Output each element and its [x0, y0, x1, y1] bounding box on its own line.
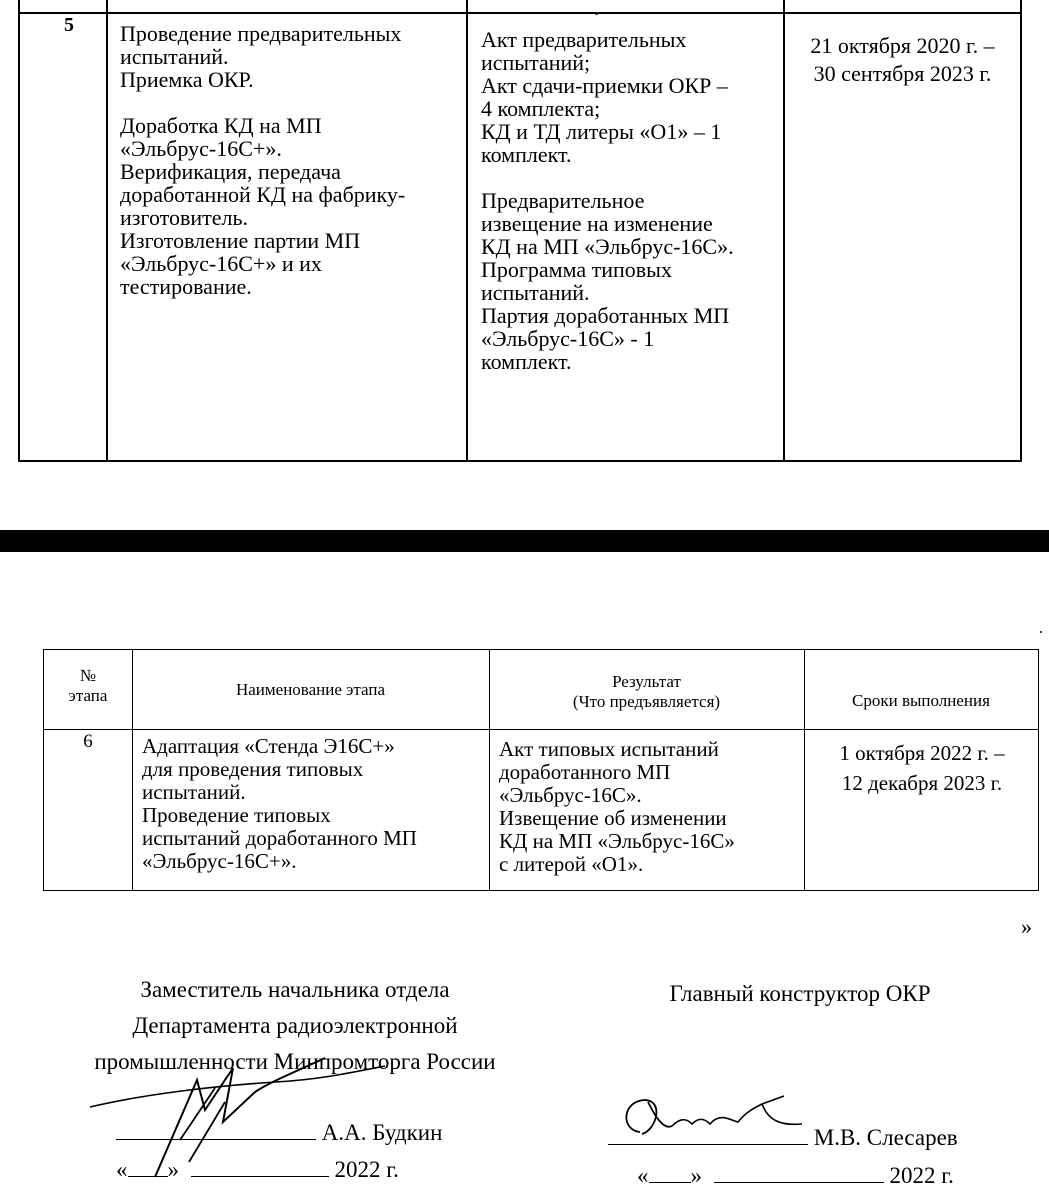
left-date-year: 2022 г. — [334, 1157, 399, 1182]
stage6-result: Акт типовых испытаний доработанного МП «Эльбрус-16С». Извещение об изменении КД на МП «Эльбрус-16С» с литерой «О1». — [499, 737, 735, 876]
right-date-year: 2022 г. — [889, 1163, 954, 1188]
stage5-table — [18, 0, 1022, 462]
header-separator — [44, 729, 1038, 730]
right-signature-line — [608, 1122, 958, 1151]
signature-blank — [608, 1122, 808, 1145]
stage5-name: Проведение предварительных испытаний. Приемка ОКР. Доработка КД на МП «Эльбрус-16С+». Верификация, передача доработанной КД на фабрику- изготовитель. Изготовление партии МП «Эльбрус-16С+» и их тестирование. — [120, 21, 406, 299]
stage6-dates: 1 октября 2022 г. – 12 декабря 2023 г. — [839, 741, 1005, 795]
day-blank — [128, 1154, 168, 1177]
page-divider — [0, 530, 1049, 552]
day-blank — [649, 1160, 691, 1183]
header-stage-name: Наименование этапа — [235, 680, 386, 699]
stage6-table — [43, 649, 1039, 891]
stage6-number: 6 — [83, 731, 93, 752]
stage6-name: Адаптация «Стенда Э16С+» для проведения типовых испытаний. Проведение типовых испытаний доработанного МП «Эльбрус-16С+». — [142, 734, 417, 873]
stage5-result: Акт предварительных испытаний; Акт сдачи-приемки ОКР – 4 комплекта; КД и ТД литеры «О1» – 1 комплект. Предварительное извещение на изменение КД на МП «Эльбрус-16С». Программа типовых испытаний. Партия доработанных МП «Эльбрус-16С» - 1 комплект. — [481, 27, 734, 374]
header-border — [20, 12, 1020, 14]
header-dates: Сроки выполнения — [852, 691, 990, 710]
left-signature-line — [116, 1117, 442, 1146]
date-close-quote: » — [690, 1163, 702, 1188]
column-separator — [106, 0, 108, 460]
header-stage-number: № этапа — [68, 666, 108, 705]
page-bottom-fragment — [0, 552, 1049, 1200]
month-blank — [714, 1160, 884, 1183]
left-date-line — [116, 1154, 399, 1183]
scan-speck — [1040, 631, 1042, 633]
closing-quote: » — [1021, 914, 1032, 939]
stage5-number: 5 — [64, 14, 74, 36]
scan-speck — [595, 12, 598, 15]
right-date-line — [637, 1160, 954, 1189]
column-separator — [804, 650, 805, 890]
header-result: Результат (Что предъявляется) — [572, 672, 721, 711]
right-signatory-name: М.В. Слесарев — [813, 1125, 958, 1150]
date-open-quote: « — [116, 1157, 128, 1182]
left-signatory-name: А.А. Будкин — [321, 1120, 443, 1145]
month-blank — [191, 1154, 329, 1177]
date-close-quote: » — [167, 1157, 179, 1182]
stage5-dates: 21 октября 2020 г. – 30 сентября 2023 г. — [810, 33, 995, 86]
column-separator — [466, 0, 468, 460]
right-signatory-title: Главный конструктор ОКР — [669, 981, 931, 1006]
left-signatory-title: Заместитель начальника отдела Департамента радиоэлектронной промышленности Минпромторга России — [94, 977, 496, 1074]
signature-blank — [116, 1117, 316, 1140]
date-open-quote: « — [637, 1163, 649, 1188]
page-top-fragment — [0, 0, 1049, 530]
